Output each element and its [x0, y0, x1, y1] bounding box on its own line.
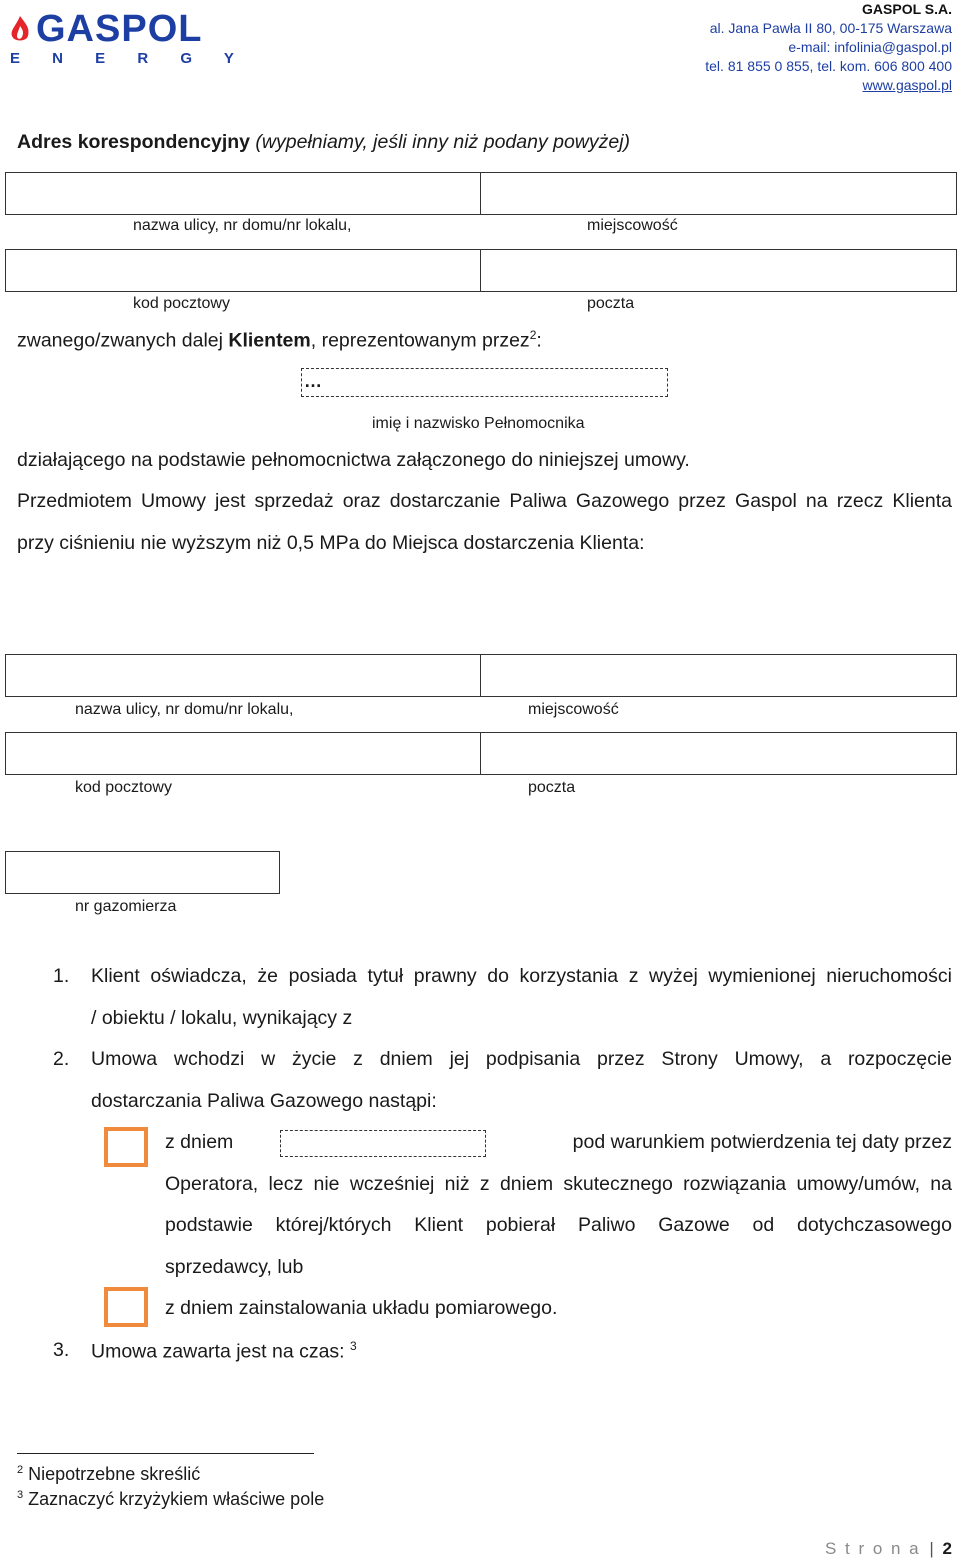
meter-number-label: nr gazomierza — [75, 898, 177, 915]
footnote-2-number: 2 — [17, 1464, 24, 1476]
clause-3-label: Umowa zawarta jest na czas: — [91, 1340, 345, 1363]
footnote-2-text: Niepotrzebne skreślić — [28, 1464, 201, 1484]
clause-2-line-2: dostarczania Paliwa Gazowego nastąpi: — [91, 1090, 437, 1112]
delivery-postcode-label: kod pocztowy — [75, 779, 172, 796]
delivery-street-label: nazwa ulicy, nr domu/nr lokalu, — [75, 701, 294, 718]
correspondence-title-bold: Adres korespondencyjny — [17, 131, 250, 153]
correspondence-postcode-field[interactable] — [5, 249, 481, 292]
correspondence-city-field[interactable] — [480, 172, 957, 215]
clause-1-line-1: Klient oświadcza, że posiada tytuł prawny do korzystania z wyżej wymienionej nieruchomości — [91, 965, 952, 987]
representative-field[interactable] — [301, 368, 668, 397]
meter-number-field[interactable] — [5, 851, 280, 894]
subject-line-2: przy ciśnieniu nie wyższym niż 0,5 MPa do Miejsca dostarczenia Klienta: — [17, 532, 645, 554]
footnote-3-number: 3 — [17, 1489, 24, 1501]
company-email: e-mail: infolinia@gaspol.pl — [788, 39, 952, 55]
page-separator: | — [929, 1539, 934, 1558]
option-1-post: pod warunkiem potwierdzenia tej daty przez — [572, 1131, 952, 1153]
delivery-city-field[interactable] — [480, 654, 957, 697]
clause-2-line-1: Umowa wchodzi w życie z dniem jej podpisania przez Strony Umowy, a rozpoczęcie — [91, 1048, 952, 1070]
delivery-street-field[interactable] — [5, 654, 481, 697]
delivery-post-field[interactable] — [480, 732, 957, 775]
option-2-text: z dniem zainstalowania układu pomiarowego. — [165, 1297, 558, 1319]
correspondence-title — [17, 131, 630, 154]
company-website-link[interactable]: www.gaspol.pl — [862, 77, 952, 93]
delivery-postcode-field[interactable] — [5, 732, 481, 775]
page-number: 2 — [942, 1539, 952, 1558]
correspondence-post-label: poczta — [587, 295, 635, 312]
footnote-ref-3: 3 — [350, 1339, 357, 1353]
company-address: al. Jana Pawła II 80, 00-175 Warszawa — [709, 20, 952, 36]
correspondence-title-note: (wypełniamy, jeśli inny niż podany powyżej) — [255, 131, 631, 153]
option-1-line-2: Operatora, lecz nie wcześniej niż z dniem skutecznego rozwiązania umowy/umów, na — [165, 1173, 952, 1195]
correspondence-street-field[interactable] — [5, 172, 481, 215]
client-line-pre: zwanego/zwanych dalej — [17, 329, 229, 352]
gaspol-logo — [8, 8, 248, 67]
footnote-3 — [17, 1489, 324, 1510]
clause-2-number: 2. — [53, 1048, 70, 1070]
footnote-2 — [17, 1464, 200, 1485]
option-1-line-3: podstawie której/których Klient pobierał Paliwo Gazowe od dotychczasowego — [165, 1214, 952, 1236]
clause-3-number: 3. — [53, 1339, 70, 1361]
client-line — [17, 328, 542, 353]
option-1-line-4: sprzedawcy, lub — [165, 1256, 304, 1278]
start-date-field[interactable] — [280, 1130, 486, 1157]
acting-statement: działającego na podstawie pełnomocnictwa załączonego do niniejszej umowy. — [17, 449, 690, 471]
footnote-ref-2: 2 — [529, 328, 537, 342]
representative-label: imię i nazwisko Pełnomocnika — [372, 415, 585, 432]
correspondence-postcode-label: kod pocztowy — [133, 295, 230, 312]
subject-line-1: Przedmiotem Umowy jest sprzedaż oraz dostarczanie Paliwa Gazowego przez Gaspol na rzecz Klienta — [17, 490, 952, 512]
correspondence-post-field[interactable] — [480, 249, 957, 292]
clause-1-number: 1. — [53, 965, 70, 987]
clause-3-text — [91, 1339, 357, 1364]
company-name: GASPOL S.A. — [862, 1, 952, 17]
footnote-3-text: Zaznaczyć krzyżykiem właściwe pole — [28, 1489, 325, 1509]
clause-1-line-2: / obiektu / lokalu, wynikający z — [91, 1007, 353, 1029]
logo-sub: E N E R G Y — [10, 50, 248, 67]
delivery-city-label: miejscowość — [528, 701, 619, 718]
meter-installation-checkbox[interactable] — [104, 1287, 148, 1327]
option-1-pre: z dniem — [165, 1131, 234, 1153]
start-date-checkbox[interactable] — [104, 1127, 148, 1167]
footnote-divider — [17, 1453, 314, 1454]
company-phones: tel. 81 855 0 855, tel. kom. 606 800 400 — [705, 58, 952, 74]
representative-value: … — [304, 371, 322, 391]
client-line-colon: : — [536, 329, 542, 352]
client-line-bold: Klientem — [228, 329, 311, 352]
flame-logo-icon — [8, 14, 32, 46]
client-line-post: , reprezentowanym przez — [310, 329, 530, 352]
page-word: S t r o n a — [824, 1539, 921, 1558]
correspondence-city-label: miejscowość — [587, 217, 678, 234]
delivery-post-label: poczta — [528, 779, 576, 796]
company-contact — [705, 0, 952, 95]
page-footer — [825, 1539, 952, 1559]
logo-word: GASPOL — [36, 8, 203, 50]
correspondence-street-label: nazwa ulicy, nr domu/nr lokalu, — [133, 217, 352, 234]
